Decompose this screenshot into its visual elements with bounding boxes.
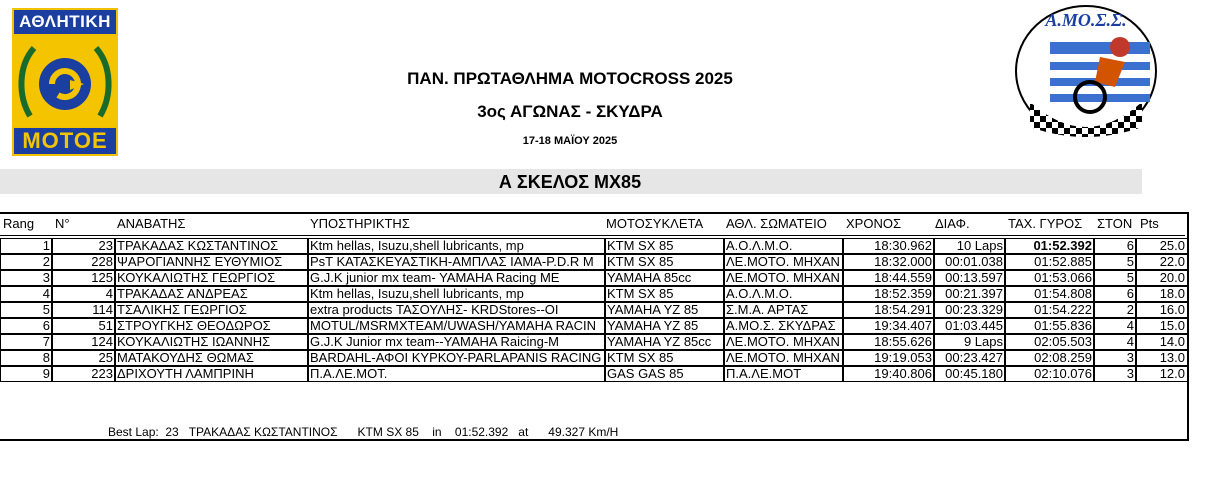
section-title: Α ΣΚΕΛΟΣ MX85 (498, 172, 642, 192)
cell-time: 18:55.626 (842, 334, 935, 350)
cell-rank: 8 (0, 350, 53, 366)
cell-club: ΛΕ.ΜΟΤΟ. ΜΗΧΑΝ (723, 254, 844, 270)
cell-motorcycle: YAMAHA YZ 85 (604, 302, 725, 318)
col-header-fastest-lap: ΤΑΧ. ΓΥΡΟΣ (1008, 216, 1083, 231)
cell-club: ΛΕ.ΜΟΤΟ. ΜΗΧΑΝ (723, 334, 844, 350)
cell-lap-of: 5 (1093, 254, 1137, 270)
cell-points: 16.0 (1135, 302, 1188, 318)
cell-gap: 00:23.329 (933, 302, 1006, 318)
cell-gap: 00:21.397 (933, 286, 1006, 302)
cell-fastest-lap: 01:52.885 (1004, 254, 1095, 270)
col-header-time: ΧΡΟΝΟΣ (846, 216, 901, 231)
cell-motorcycle: KTM SX 85 (604, 254, 725, 270)
cell-rider: ΨΑΡΟΓΙΑΝΝΗΣ ΕΥΘΥΜΙΟΣ (114, 254, 309, 270)
cell-number: 114 (51, 302, 116, 318)
cell-sponsor: Π.Α.ΛΕ.ΜΟΤ. (307, 366, 606, 382)
cell-time: 19:19.053 (842, 350, 935, 366)
cell-number: 223 (51, 366, 116, 382)
cell-rider: ΤΡΑΚΑΔΑΣ ΚΩΣΤΑΝΤΙΝΟΣ (114, 238, 309, 254)
cell-gap: 10 Laps (933, 238, 1006, 254)
cell-time: 18:54.291 (842, 302, 935, 318)
cell-club: Π.Α.ΛΕ.ΜΟΤ (723, 366, 844, 382)
col-header-rider: ΑΝΑΒΑΤΗΣ (117, 216, 186, 231)
col-header-gap: ΔΙΑΦ. (935, 216, 970, 231)
cell-club: ΛΕ.ΜΟΤΟ. ΜΗΧΑΝ (723, 270, 844, 286)
cell-points: 20.0 (1135, 270, 1188, 286)
cell-rank: 3 (0, 270, 53, 286)
cell-sponsor: G.J.K junior mx team- YAMAHA Racing ME (307, 270, 606, 286)
cell-sponsor: Ktm hellas, Isuzu,shell lubricants, mp (307, 238, 606, 254)
cell-lap-of: 6 (1093, 286, 1137, 302)
cell-rank: 4 (0, 286, 53, 302)
cell-gap: 9 Laps (933, 334, 1006, 350)
cell-gap: 00:23.427 (933, 350, 1006, 366)
cell-points: 14.0 (1135, 334, 1188, 350)
cell-motorcycle: KTM SX 85 (604, 286, 725, 302)
cell-motorcycle: KTM SX 85 (604, 350, 725, 366)
cell-fastest-lap: 01:52.392 (1004, 238, 1095, 254)
cell-club: Α.ΜΟ.Σ. ΣΚΥΔΡΑΣ (723, 318, 844, 334)
cell-lap-of: 6 (1093, 238, 1137, 254)
club-arc-text: Α.ΜΟ.Σ.Σ. (1045, 10, 1127, 30)
cell-fastest-lap: 02:10.076 (1004, 366, 1095, 382)
col-header-points: Pts (1140, 216, 1159, 231)
cell-rider: ΜΑΤΑΚΟΥΔΗΣ ΘΩΜΑΣ (114, 350, 309, 366)
cell-sponsor: BARDAHL-ΑΦΟΙ ΚΥΡΚΟΥ-PARLAPANIS RACING (307, 350, 606, 366)
cell-time: 18:52.359 (842, 286, 935, 302)
cell-gap: 00:01.038 (933, 254, 1006, 270)
cell-points: 12.0 (1135, 366, 1188, 382)
cell-number: 124 (51, 334, 116, 350)
cell-points: 13.0 (1135, 350, 1188, 366)
cell-points: 22.0 (1135, 254, 1188, 270)
cell-number: 23 (51, 238, 116, 254)
cell-gap: 00:13.597 (933, 270, 1006, 286)
cell-fastest-lap: 01:53.066 (1004, 270, 1095, 286)
championship-title: ΠΑΝ. ΠΡΩΤΑΘΛΗΜΑ MOTOCROSS 2025 (407, 69, 733, 88)
cell-fastest-lap: 01:55.836 (1004, 318, 1095, 334)
col-header-number: N° (55, 216, 70, 231)
cell-number: 51 (51, 318, 116, 334)
cell-time: 19:40.806 (842, 366, 935, 382)
cell-rank: 9 (0, 366, 53, 382)
cell-points: 15.0 (1135, 318, 1188, 334)
cell-motorcycle: KTM SX 85 (604, 238, 725, 254)
header-divider (0, 235, 1185, 236)
cell-club: Α.Ο.Λ.Μ.Ο. (723, 286, 844, 302)
cell-number: 4 (51, 286, 116, 302)
col-header-motorcycle: ΜΟΤΟΣΥΚΛΕΤΑ (606, 216, 704, 231)
logo-top-text: ΑΘΛΗΤΙΚΗ (12, 8, 118, 36)
cell-gap: 00:45.180 (933, 366, 1006, 382)
cell-time: 19:34.407 (842, 318, 935, 334)
cell-fastest-lap: 01:54.808 (1004, 286, 1095, 302)
cell-rider: ΤΣΑΛΙΚΗΣ ΓΕΩΡΓΙΟΣ (114, 302, 309, 318)
col-header-lap-of: ΣΤΟΝ (1097, 216, 1133, 231)
cell-fastest-lap: 01:54.222 (1004, 302, 1095, 318)
cell-sponsor: MOTUL/MSRMXTEAM/UWASH/YAMAHA RACIN (307, 318, 606, 334)
cell-rank: 2 (0, 254, 53, 270)
cell-time: 18:44.559 (842, 270, 935, 286)
cell-rank: 7 (0, 334, 53, 350)
cell-fastest-lap: 02:05.503 (1004, 334, 1095, 350)
cell-number: 125 (51, 270, 116, 286)
cell-sponsor: PsT ΚΑΤΑΣΚΕΥΑΣΤΙΚΗ-ΑΜΠΛΑΣ ΙΑΜΑ-P.D.R M (307, 254, 606, 270)
cell-lap-of: 4 (1093, 334, 1137, 350)
cell-motorcycle: YAMAHA YZ 85cc (604, 334, 725, 350)
cell-number: 25 (51, 350, 116, 366)
cell-rider: ΤΡΑΚΑΔΑΣ ΑΝΔΡΕΑΣ (114, 286, 309, 302)
cell-rank: 6 (0, 318, 53, 334)
cell-motorcycle: YAMAHA YZ 85 (604, 318, 725, 334)
col-header-sponsor: ΥΠΟΣΤΗΡΙΚΤΗΣ (310, 216, 410, 231)
cell-motorcycle: GAS GAS 85 (604, 366, 725, 382)
cell-number: 228 (51, 254, 116, 270)
cell-lap-of: 4 (1093, 318, 1137, 334)
cell-rank: 5 (0, 302, 53, 318)
cell-sponsor: G.J.K Junior mx team--YAMAHA Raicing-M (307, 334, 606, 350)
cell-lap-of: 3 (1093, 350, 1137, 366)
cell-club: Σ.Μ.Α. ΑΡΤΑΣ (723, 302, 844, 318)
cell-rank: 1 (0, 238, 53, 254)
cell-points: 25.0 (1135, 238, 1188, 254)
cell-rider: ΚΟΥΚΑΛΙΩΤΗΣ ΙΩΑΝΝΗΣ (114, 334, 309, 350)
cell-lap-of: 5 (1093, 270, 1137, 286)
cell-rider: ΔΡΙΧΟΥΤΗ ΛΑΜΠΡΙΝΗ (114, 366, 309, 382)
cell-motorcycle: YAMAHA 85cc (604, 270, 725, 286)
cell-gap: 01:03.445 (933, 318, 1006, 334)
cell-time: 18:30.962 (842, 238, 935, 254)
cell-lap-of: 3 (1093, 366, 1137, 382)
cell-points: 18.0 (1135, 286, 1188, 302)
race-date: 17-18 ΜΑΪΟΥ 2025 (522, 135, 618, 147)
cell-club: Α.Ο.Λ.Μ.Ο. (723, 238, 844, 254)
cell-rider: ΚΟΥΚΑΛΙΩΤΗΣ ΓΕΩΡΓΙΟΣ (114, 270, 309, 286)
race-title: 3ος ΑΓΩΝΑΣ - ΣΚΥΔΡΑ (477, 102, 663, 121)
cell-rider: ΣΤΡΟΥΓΚΗΣ ΘΕΟΔΩΡΟΣ (114, 318, 309, 334)
cell-sponsor: extra products ΤΑΣΟΥΛΗΣ- KRDStores--OI (307, 302, 606, 318)
col-header-club: ΑΘΛ. ΣΩΜΑΤΕΙΟ (726, 216, 827, 231)
best-lap-line: Best Lap: 23 ΤΡΑΚΑΔΑΣ ΚΩΣΤΑΝΤΙΝΟΣ KTM SX 85 in 01:52.392 at 49.327 Km/H (108, 425, 619, 439)
cell-club: ΛΕ.ΜΟΤΟ. ΜΗΧΑΝ (723, 350, 844, 366)
cell-fastest-lap: 02:08.259 (1004, 350, 1095, 366)
col-header-rang: Rang (3, 216, 35, 231)
logo-bottom-text: MOTOE (12, 126, 118, 156)
cell-time: 18:32.000 (842, 254, 935, 270)
cell-sponsor: Ktm hellas, Isuzu,shell lubricants, mp (307, 286, 606, 302)
cell-lap-of: 2 (1093, 302, 1137, 318)
